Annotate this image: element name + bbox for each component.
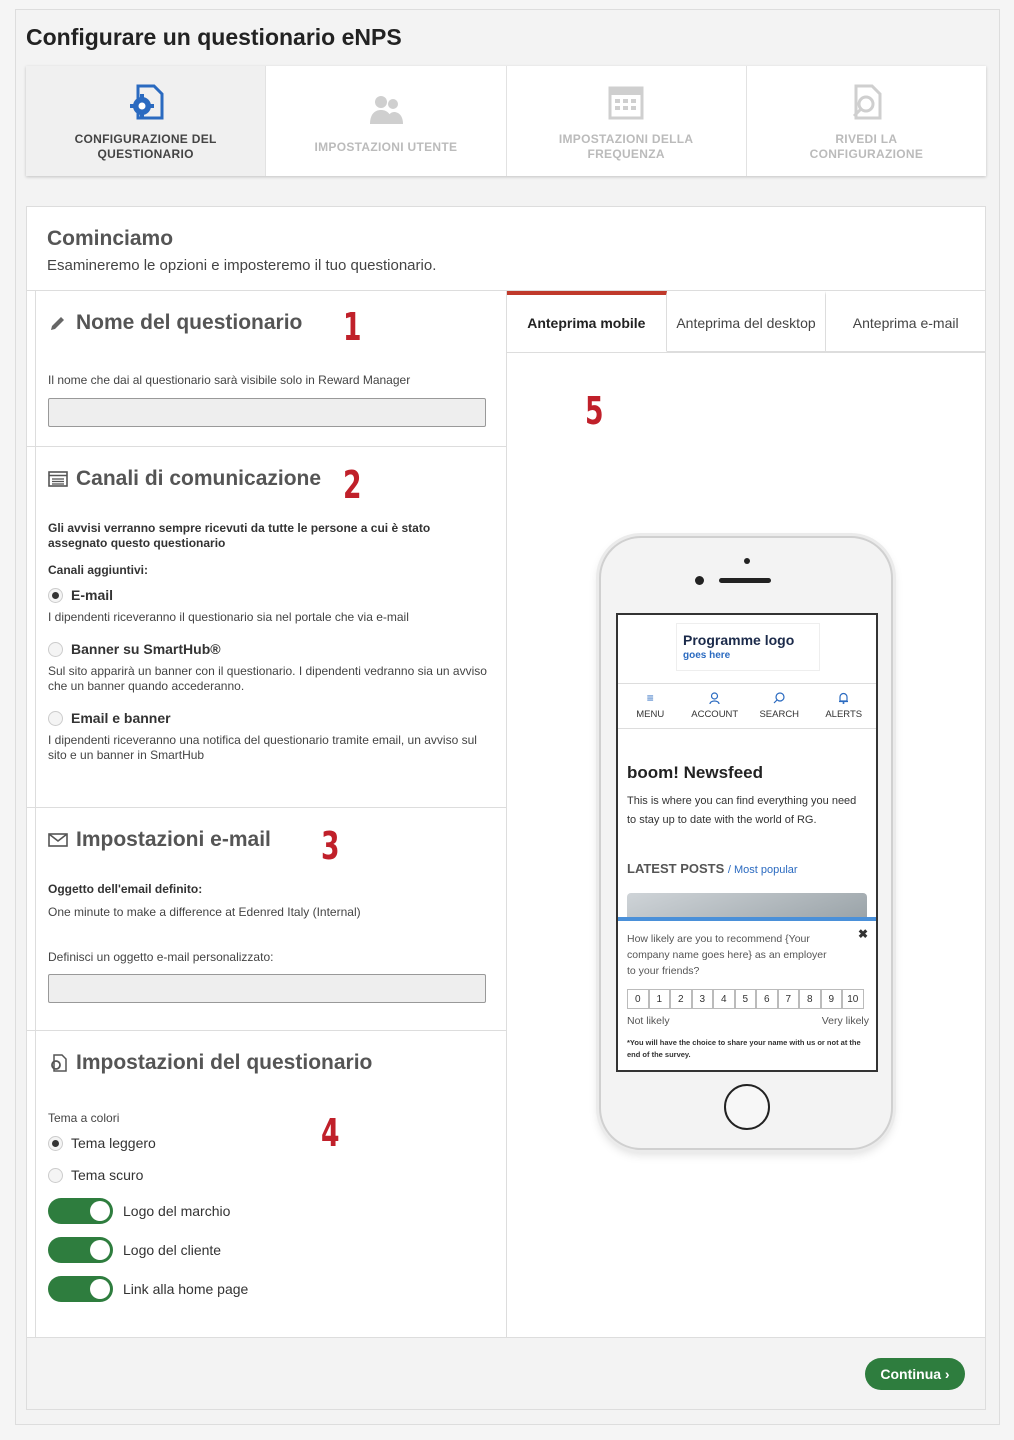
channel-option-email-banner[interactable] [48, 710, 507, 726]
logo-line1: Programme logo [683, 632, 795, 648]
channels-section [27, 447, 507, 808]
nav-account[interactable] [683, 684, 748, 728]
option-description: Sul sito apparirà un banner con il questionario. I dipendenti vedranno sia un avviso che un banner quando accederanno. [48, 664, 487, 693]
custom-subject-label: Definisci un oggetto e-mail personalizzato: [48, 950, 274, 964]
preview-column [507, 291, 985, 1337]
score-option[interactable]: 9 [821, 989, 843, 1009]
score-option[interactable]: 8 [799, 989, 821, 1009]
search-icon [773, 692, 785, 705]
post-image [627, 893, 867, 919]
not-likely-label: Not likely [627, 1015, 670, 1027]
score-option[interactable]: 1 [649, 989, 671, 1009]
score-option[interactable]: 6 [756, 989, 778, 1009]
toggle-brand-logo[interactable] [48, 1198, 507, 1224]
toggle-label: Logo del marchio [123, 1203, 231, 1219]
annotation-number: 5 [585, 389, 604, 433]
card-footer [27, 1337, 985, 1409]
option-label: E-mail [71, 587, 114, 603]
section-heading [48, 467, 507, 491]
subject-value: One minute to make a difference at Edenred Italy (Internal) [48, 905, 361, 919]
radio-button[interactable] [48, 642, 63, 657]
main-card [26, 206, 986, 1410]
annotation-number: 2 [343, 463, 362, 507]
nav-label: SEARCH [759, 709, 800, 720]
score-option[interactable]: 2 [670, 989, 692, 1009]
section-heading [48, 828, 507, 852]
score-scale [627, 989, 867, 1009]
phone-camera [695, 576, 704, 585]
theme-label: Tema a colori [48, 1111, 120, 1125]
phone-mockup [599, 536, 893, 1150]
radio-button[interactable] [48, 711, 63, 726]
score-option[interactable]: 10 [842, 989, 864, 1009]
radio-button[interactable] [48, 1168, 63, 1183]
section-title: Impostazioni del questionario [76, 1051, 373, 1074]
step-label: CONFIGURAZIONE DEL QUESTIONARIO [74, 132, 217, 161]
phone-sensor [744, 558, 750, 564]
section-title: Canali di comunicazione [76, 467, 322, 490]
person-icon [709, 692, 720, 705]
stepper [26, 66, 986, 176]
gear-document-icon [124, 80, 168, 124]
continue-button[interactable]: Continua › [865, 1358, 965, 1390]
option-label: Email e banner [71, 710, 171, 726]
toggle-switch[interactable] [48, 1198, 113, 1224]
tab-email-preview[interactable]: Anteprima e-mail [826, 291, 985, 352]
score-option[interactable]: 5 [735, 989, 757, 1009]
nav-alerts[interactable] [812, 684, 877, 728]
nav-search[interactable] [747, 684, 812, 728]
section-heading [48, 1051, 507, 1075]
toggle-home-link[interactable] [48, 1276, 507, 1302]
settings-column [27, 291, 507, 1337]
channel-option-banner[interactable] [48, 641, 507, 657]
latest-posts-heading [627, 861, 798, 876]
option-label: Tema scuro [71, 1167, 144, 1183]
page-title: Configurare un questionario eNPS [26, 24, 402, 50]
tab-desktop-preview[interactable]: Anteprima del desktop [667, 291, 827, 352]
toggle-switch[interactable] [48, 1237, 113, 1263]
option-description: I dipendenti riceveranno il questionario sia nel portale che via e-mail [48, 610, 409, 624]
survey-question: How likely are you to recommend {Your company name goes here} as an employer to your friends? [627, 933, 827, 977]
very-likely-label: Very likely [821, 1015, 869, 1027]
radio-button[interactable] [48, 1136, 63, 1151]
step-user-settings[interactable] [266, 66, 506, 176]
newsfeed-title: boom! Newsfeed [627, 763, 764, 782]
search-document-icon [844, 80, 888, 124]
step-label: IMPOSTAZIONI UTENTE [314, 139, 458, 154]
theme-option-light[interactable] [48, 1135, 507, 1151]
toggle-client-logo[interactable] [48, 1237, 507, 1263]
preview-tabs [507, 291, 985, 353]
step-review-config[interactable] [747, 66, 986, 176]
nav-menu[interactable] [618, 684, 683, 728]
annotation-number: 3 [321, 824, 340, 868]
option-label: Banner su SmartHub® [71, 641, 221, 657]
survey-popup [618, 917, 876, 1071]
option-description: I dipendenti riceveranno una notifica del questionario tramite email, un avviso sul sito e un banner in SmartHub [48, 733, 477, 762]
section-title: Impostazioni e-mail [76, 828, 271, 851]
step-survey-config[interactable] [26, 66, 266, 176]
page-container [15, 9, 1000, 1425]
annotation-number: 4 [321, 1111, 340, 1155]
section-heading [48, 311, 507, 335]
channel-option-email[interactable] [48, 587, 507, 603]
list-window-icon [48, 469, 68, 489]
envelope-icon [48, 830, 68, 850]
tab-mobile-preview[interactable]: Anteprima mobile [507, 291, 667, 352]
pencil-icon [48, 313, 68, 333]
section-title: Nome del questionario [76, 311, 303, 334]
step-label: IMPOSTAZIONI DELLA FREQUENZA [558, 132, 694, 161]
phone-screen [616, 613, 878, 1072]
intro-title: Cominciamo [47, 227, 174, 250]
subject-label: Oggetto dell'email definito: [48, 882, 203, 896]
nav-label: ALERTS [825, 709, 863, 720]
score-option[interactable]: 3 [692, 989, 714, 1009]
scale-labels [627, 1015, 869, 1027]
score-option[interactable]: 4 [713, 989, 735, 1009]
step-frequency-settings[interactable] [507, 66, 747, 176]
survey-name-input[interactable] [48, 398, 486, 427]
option-label: Tema leggero [71, 1135, 156, 1151]
newsfeed-description: This is where you can find everything you need to stay up to date with the world of RG. [627, 795, 857, 826]
survey-name-section [27, 291, 507, 447]
additional-channels-label: Canali aggiuntivi: [48, 563, 149, 577]
intro-subtitle: Esamineremo le opzioni e imposteremo il tuo questionario. [47, 257, 437, 274]
toggle-label: Logo del cliente [123, 1242, 222, 1258]
logo-line2: goes here [683, 650, 731, 661]
users-icon [364, 88, 408, 132]
latest-posts-label: LATEST POSTS [627, 861, 725, 876]
bell-icon [838, 692, 849, 705]
nav-label: MENU [636, 709, 665, 720]
phone-speaker [719, 578, 771, 583]
custom-subject-input[interactable] [48, 974, 486, 1003]
most-popular-link[interactable]: / Most popular [727, 864, 798, 876]
name-help-text: Il nome che dai al questionario sarà visibile solo in Reward Manager [48, 373, 411, 387]
radio-button[interactable] [48, 588, 63, 603]
toggle-label: Link alla home page [123, 1281, 249, 1297]
toggle-switch[interactable] [48, 1276, 113, 1302]
card-header [27, 207, 985, 291]
score-option[interactable]: 7 [778, 989, 800, 1009]
annotation-number: 1 [343, 305, 362, 349]
hamburger-icon: ≡ [646, 691, 654, 705]
calendar-icon [604, 80, 648, 124]
phone-nav [618, 683, 876, 729]
step-label: RIVEDI LA CONFIGURAZIONE [809, 132, 924, 161]
close-icon[interactable]: ✖ [857, 927, 868, 941]
survey-note: *You will have the choice to share your name with us or not at the end of the survey. [627, 1038, 861, 1059]
gear-document-icon [48, 1053, 68, 1073]
nav-label: ACCOUNT [691, 709, 739, 720]
phone-home-button [724, 1084, 770, 1130]
programme-logo [676, 623, 820, 671]
theme-option-dark[interactable] [48, 1167, 507, 1183]
survey-settings-section [27, 1031, 507, 1337]
score-option[interactable]: 0 [627, 989, 649, 1009]
email-settings-section [27, 808, 507, 1031]
channels-notice: Gli avvisi verranno sempre ricevuti da tutte le persone a cui è stato assegnato questo questionario [48, 521, 431, 550]
